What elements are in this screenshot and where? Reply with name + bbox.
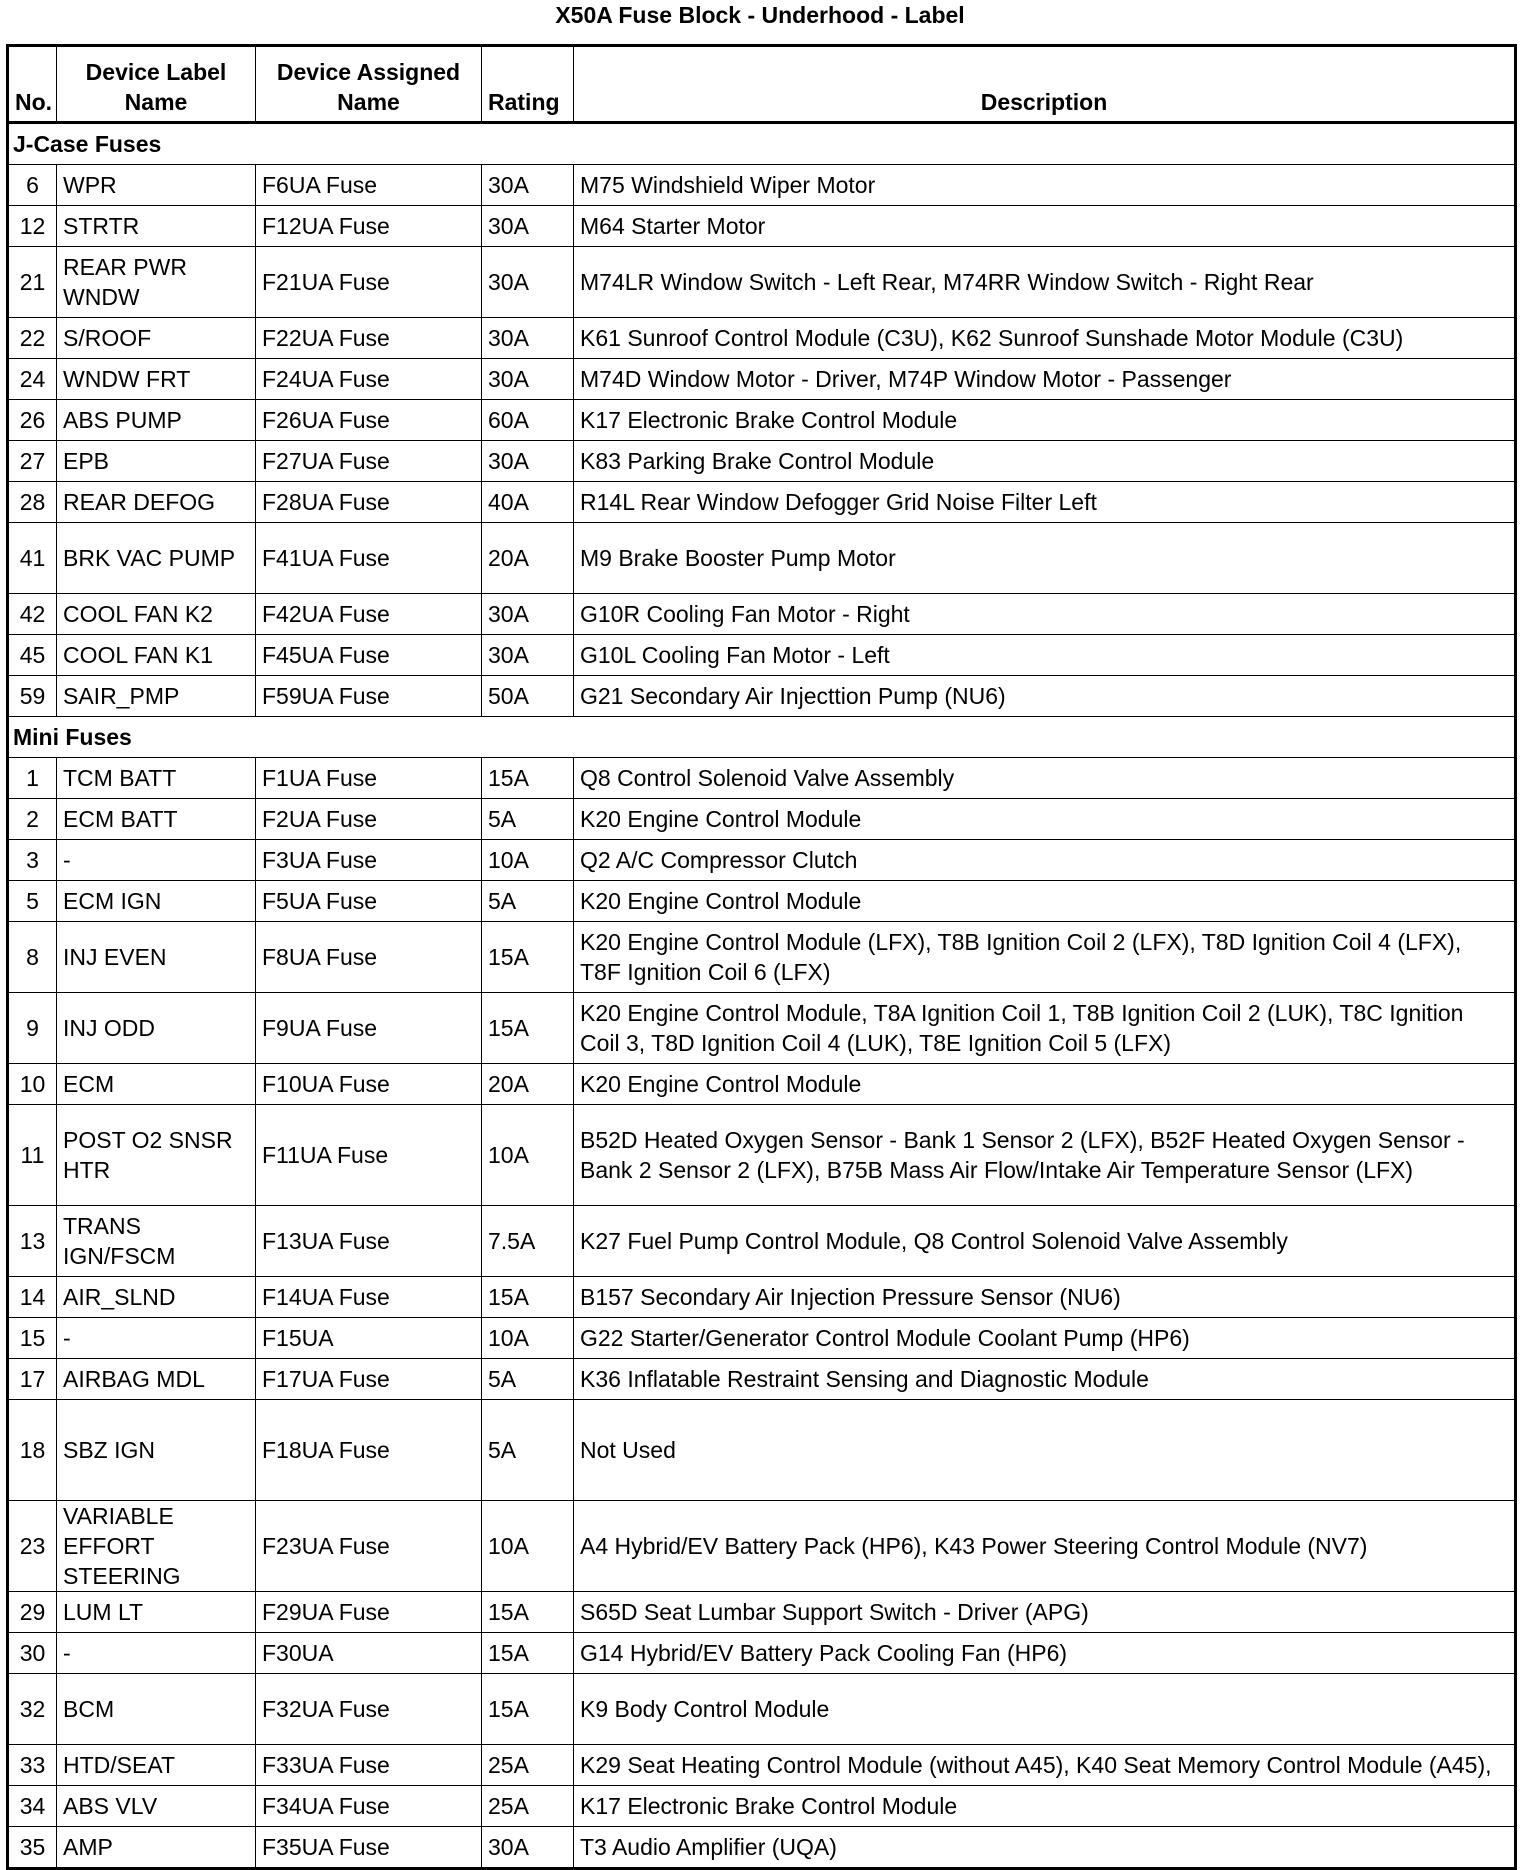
section-header-row	[8, 123, 1516, 165]
cell-assigned: F1UA Fuse	[256, 758, 482, 799]
cell-no: 5	[8, 881, 57, 922]
cell-no: 1	[8, 758, 57, 799]
cell-label: INJ ODD	[57, 993, 256, 1064]
cell-assigned: F35UA Fuse	[256, 1827, 482, 1869]
cell-label: REAR PWR WNDW	[57, 247, 256, 318]
table-row	[8, 1064, 1516, 1105]
cell-description: K83 Parking Brake Control Module	[574, 441, 1516, 482]
cell-no: 22	[8, 318, 57, 359]
cell-no: 9	[8, 993, 57, 1064]
cell-assigned: F13UA Fuse	[256, 1206, 482, 1277]
cell-description: T3 Audio Amplifier (UQA)	[574, 1827, 1516, 1869]
table-row	[8, 523, 1516, 594]
cell-no: 59	[8, 676, 57, 717]
cell-label: STRTR	[57, 206, 256, 247]
cell-assigned: F23UA Fuse	[256, 1501, 482, 1592]
col-header-rating: Rating	[482, 46, 574, 123]
cell-label: -	[57, 840, 256, 881]
cell-assigned: F12UA Fuse	[256, 206, 482, 247]
cell-label: SAIR_PMP	[57, 676, 256, 717]
cell-assigned: F32UA Fuse	[256, 1674, 482, 1745]
cell-rating: 5A	[482, 1359, 574, 1400]
cell-assigned: F33UA Fuse	[256, 1745, 482, 1786]
cell-no: 17	[8, 1359, 57, 1400]
table-row	[8, 922, 1516, 993]
cell-label: LUM LT	[57, 1592, 256, 1633]
cell-label: COOL FAN K1	[57, 635, 256, 676]
table-row	[8, 1745, 1516, 1786]
cell-rating: 10A	[482, 1105, 574, 1206]
cell-no: 10	[8, 1064, 57, 1105]
table-row	[8, 594, 1516, 635]
cell-description: Q2 A/C Compressor Clutch	[574, 840, 1516, 881]
cell-rating: 5A	[482, 799, 574, 840]
cell-rating: 25A	[482, 1745, 574, 1786]
cell-description: G21 Secondary Air Injecttion Pump (NU6)	[574, 676, 1516, 717]
header-row	[8, 46, 1516, 123]
table-row	[8, 1206, 1516, 1277]
cell-assigned: F28UA Fuse	[256, 482, 482, 523]
cell-assigned: F30UA	[256, 1633, 482, 1674]
table-row	[8, 1674, 1516, 1745]
cell-description: G22 Starter/Generator Control Module Coolant Pump (HP6)	[574, 1318, 1516, 1359]
cell-description: K29 Seat Heating Control Module (without A45), K40 Seat Memory Control Module (A45),	[574, 1745, 1516, 1786]
cell-rating: 15A	[482, 1277, 574, 1318]
cell-label: POST O2 SNSR HTR	[57, 1105, 256, 1206]
cell-no: 41	[8, 523, 57, 594]
cell-no: 3	[8, 840, 57, 881]
cell-assigned: F42UA Fuse	[256, 594, 482, 635]
cell-rating: 20A	[482, 1064, 574, 1105]
col-header-label: Device Label Name	[57, 46, 256, 123]
cell-assigned: F9UA Fuse	[256, 993, 482, 1064]
table-row	[8, 1501, 1516, 1592]
cell-rating: 30A	[482, 318, 574, 359]
cell-rating: 30A	[482, 247, 574, 318]
cell-rating: 15A	[482, 758, 574, 799]
cell-assigned: F27UA Fuse	[256, 441, 482, 482]
cell-rating: 30A	[482, 165, 574, 206]
fuse-table	[6, 44, 1517, 1870]
cell-no: 34	[8, 1786, 57, 1827]
cell-rating: 10A	[482, 1318, 574, 1359]
table-row	[8, 840, 1516, 881]
cell-assigned: F5UA Fuse	[256, 881, 482, 922]
table-row	[8, 758, 1516, 799]
cell-description: K61 Sunroof Control Module (C3U), K62 Sunroof Sunshade Motor Module (C3U)	[574, 318, 1516, 359]
cell-label: AIR_SLND	[57, 1277, 256, 1318]
table-row	[8, 206, 1516, 247]
table-row	[8, 1277, 1516, 1318]
cell-assigned: F10UA Fuse	[256, 1064, 482, 1105]
cell-no: 28	[8, 482, 57, 523]
cell-assigned: F22UA Fuse	[256, 318, 482, 359]
cell-description: G14 Hybrid/EV Battery Pack Cooling Fan (HP6)	[574, 1633, 1516, 1674]
cell-rating: 30A	[482, 441, 574, 482]
cell-no: 15	[8, 1318, 57, 1359]
cell-no: 11	[8, 1105, 57, 1206]
fuse-table-body	[8, 123, 1516, 1869]
table-row	[8, 1400, 1516, 1501]
cell-label: -	[57, 1633, 256, 1674]
cell-description: M75 Windshield Wiper Motor	[574, 165, 1516, 206]
cell-no: 18	[8, 1400, 57, 1501]
cell-description: K20 Engine Control Module, T8A Ignition Coil 1, T8B Ignition Coil 2 (LUK), T8C Ignition Coil 3, T8D Ignition Coil 4 (LUK), T8E Ignition Coil 5 (LFX)	[574, 993, 1516, 1064]
col-header-no: No.	[8, 46, 57, 123]
cell-label: TRANS IGN/FSCM	[57, 1206, 256, 1277]
cell-rating: 50A	[482, 676, 574, 717]
cell-description: M9 Brake Booster Pump Motor	[574, 523, 1516, 594]
cell-label: -	[57, 1318, 256, 1359]
cell-no: 6	[8, 165, 57, 206]
cell-no: 35	[8, 1827, 57, 1869]
cell-label: ECM	[57, 1064, 256, 1105]
cell-no: 27	[8, 441, 57, 482]
cell-description: G10R Cooling Fan Motor - Right	[574, 594, 1516, 635]
cell-assigned: F8UA Fuse	[256, 922, 482, 993]
cell-rating: 60A	[482, 400, 574, 441]
cell-label: ABS PUMP	[57, 400, 256, 441]
cell-label: TCM BATT	[57, 758, 256, 799]
cell-label: WPR	[57, 165, 256, 206]
cell-assigned: F6UA Fuse	[256, 165, 482, 206]
cell-rating: 15A	[482, 922, 574, 993]
cell-assigned: F29UA Fuse	[256, 1592, 482, 1633]
cell-description: R14L Rear Window Defogger Grid Noise Filter Left	[574, 482, 1516, 523]
cell-assigned: F45UA Fuse	[256, 635, 482, 676]
cell-description: M64 Starter Motor	[574, 206, 1516, 247]
table-row	[8, 1633, 1516, 1674]
cell-assigned: F34UA Fuse	[256, 1786, 482, 1827]
cell-no: 8	[8, 922, 57, 993]
cell-label: SBZ IGN	[57, 1400, 256, 1501]
cell-no: 30	[8, 1633, 57, 1674]
cell-rating: 10A	[482, 840, 574, 881]
cell-assigned: F15UA	[256, 1318, 482, 1359]
col-header-description: Description	[574, 46, 1516, 123]
cell-assigned: F18UA Fuse	[256, 1400, 482, 1501]
cell-no: 12	[8, 206, 57, 247]
cell-description: K36 Inflatable Restraint Sensing and Diagnostic Module	[574, 1359, 1516, 1400]
cell-rating: 7.5A	[482, 1206, 574, 1277]
cell-no: 21	[8, 247, 57, 318]
cell-rating: 30A	[482, 635, 574, 676]
cell-rating: 40A	[482, 482, 574, 523]
cell-label: HTD/SEAT	[57, 1745, 256, 1786]
table-row	[8, 318, 1516, 359]
cell-description: K9 Body Control Module	[574, 1674, 1516, 1745]
cell-description: K20 Engine Control Module	[574, 1064, 1516, 1105]
table-row	[8, 676, 1516, 717]
cell-rating: 30A	[482, 359, 574, 400]
cell-assigned: F14UA Fuse	[256, 1277, 482, 1318]
table-row	[8, 993, 1516, 1064]
table-row	[8, 799, 1516, 840]
cell-assigned: F41UA Fuse	[256, 523, 482, 594]
cell-no: 14	[8, 1277, 57, 1318]
table-row	[8, 1105, 1516, 1206]
cell-label: AMP	[57, 1827, 256, 1869]
table-row	[8, 441, 1516, 482]
cell-rating: 15A	[482, 1633, 574, 1674]
cell-description: M74LR Window Switch - Left Rear, M74RR Window Switch - Right Rear	[574, 247, 1516, 318]
table-row	[8, 247, 1516, 318]
cell-rating: 15A	[482, 993, 574, 1064]
cell-label: BRK VAC PUMP	[57, 523, 256, 594]
section-title: Mini Fuses	[8, 717, 1516, 758]
table-row	[8, 400, 1516, 441]
cell-description: S65D Seat Lumbar Support Switch - Driver (APG)	[574, 1592, 1516, 1633]
cell-assigned: F2UA Fuse	[256, 799, 482, 840]
cell-description: Q8 Control Solenoid Valve Assembly	[574, 758, 1516, 799]
section-header-row	[8, 717, 1516, 758]
cell-assigned: F59UA Fuse	[256, 676, 482, 717]
cell-description: K20 Engine Control Module	[574, 799, 1516, 840]
table-row	[8, 165, 1516, 206]
table-row	[8, 881, 1516, 922]
cell-description: K20 Engine Control Module	[574, 881, 1516, 922]
cell-label: VARIABLE EFFORT STEERING	[57, 1501, 256, 1592]
cell-assigned: F11UA Fuse	[256, 1105, 482, 1206]
cell-rating: 20A	[482, 523, 574, 594]
col-header-assigned: Device Assigned Name	[256, 46, 482, 123]
table-row	[8, 1827, 1516, 1869]
table-row	[8, 1359, 1516, 1400]
cell-rating: 30A	[482, 594, 574, 635]
cell-label: S/ROOF	[57, 318, 256, 359]
cell-rating: 5A	[482, 1400, 574, 1501]
cell-assigned: F21UA Fuse	[256, 247, 482, 318]
cell-description: A4 Hybrid/EV Battery Pack (HP6), K43 Power Steering Control Module (NV7)	[574, 1501, 1516, 1592]
cell-no: 45	[8, 635, 57, 676]
cell-label: ABS VLV	[57, 1786, 256, 1827]
cell-no: 13	[8, 1206, 57, 1277]
cell-rating: 15A	[482, 1674, 574, 1745]
cell-no: 29	[8, 1592, 57, 1633]
cell-label: COOL FAN K2	[57, 594, 256, 635]
cell-label: ECM BATT	[57, 799, 256, 840]
cell-description: B52D Heated Oxygen Sensor - Bank 1 Sensor 2 (LFX), B52F Heated Oxygen Sensor - Bank 2 Sensor 2 (LFX), B75B Mass Air Flow/Intake Air Temperature Sensor (LFX)	[574, 1105, 1516, 1206]
cell-rating: 10A	[482, 1501, 574, 1592]
cell-description: K17 Electronic Brake Control Module	[574, 400, 1516, 441]
cell-label: REAR DEFOG	[57, 482, 256, 523]
section-title: J-Case Fuses	[8, 123, 1516, 165]
cell-label: BCM	[57, 1674, 256, 1745]
cell-no: 24	[8, 359, 57, 400]
cell-no: 33	[8, 1745, 57, 1786]
cell-rating: 30A	[482, 1827, 574, 1869]
cell-no: 2	[8, 799, 57, 840]
cell-assigned: F26UA Fuse	[256, 400, 482, 441]
cell-no: 26	[8, 400, 57, 441]
cell-description: K17 Electronic Brake Control Module	[574, 1786, 1516, 1827]
table-row	[8, 635, 1516, 676]
cell-assigned: F3UA Fuse	[256, 840, 482, 881]
cell-description: B157 Secondary Air Injection Pressure Sensor (NU6)	[574, 1277, 1516, 1318]
page-title: X50A Fuse Block - Underhood - Label	[555, 2, 965, 28]
cell-no: 32	[8, 1674, 57, 1745]
cell-label: EPB	[57, 441, 256, 482]
cell-label: AIRBAG MDL	[57, 1359, 256, 1400]
cell-description: G10L Cooling Fan Motor - Left	[574, 635, 1516, 676]
cell-rating: 5A	[482, 881, 574, 922]
table-row	[8, 359, 1516, 400]
table-row	[8, 1318, 1516, 1359]
cell-description: K27 Fuel Pump Control Module, Q8 Control Solenoid Valve Assembly	[574, 1206, 1516, 1277]
cell-no: 23	[8, 1501, 57, 1592]
cell-assigned: F17UA Fuse	[256, 1359, 482, 1400]
table-row	[8, 1786, 1516, 1827]
cell-label: ECM IGN	[57, 881, 256, 922]
table-row	[8, 1592, 1516, 1633]
cell-description: M74D Window Motor - Driver, M74P Window Motor - Passenger	[574, 359, 1516, 400]
cell-label: INJ EVEN	[57, 922, 256, 993]
cell-no: 42	[8, 594, 57, 635]
table-row	[8, 482, 1516, 523]
cell-assigned: F24UA Fuse	[256, 359, 482, 400]
cell-description: K20 Engine Control Module (LFX), T8B Ignition Coil 2 (LFX), T8D Ignition Coil 4 (LFX), T8F Ignition Coil 6 (LFX)	[574, 922, 1516, 993]
cell-label: WNDW FRT	[57, 359, 256, 400]
cell-rating: 30A	[482, 206, 574, 247]
cell-rating: 25A	[482, 1786, 574, 1827]
cell-rating: 15A	[482, 1592, 574, 1633]
cell-description: Not Used	[574, 1400, 1516, 1501]
